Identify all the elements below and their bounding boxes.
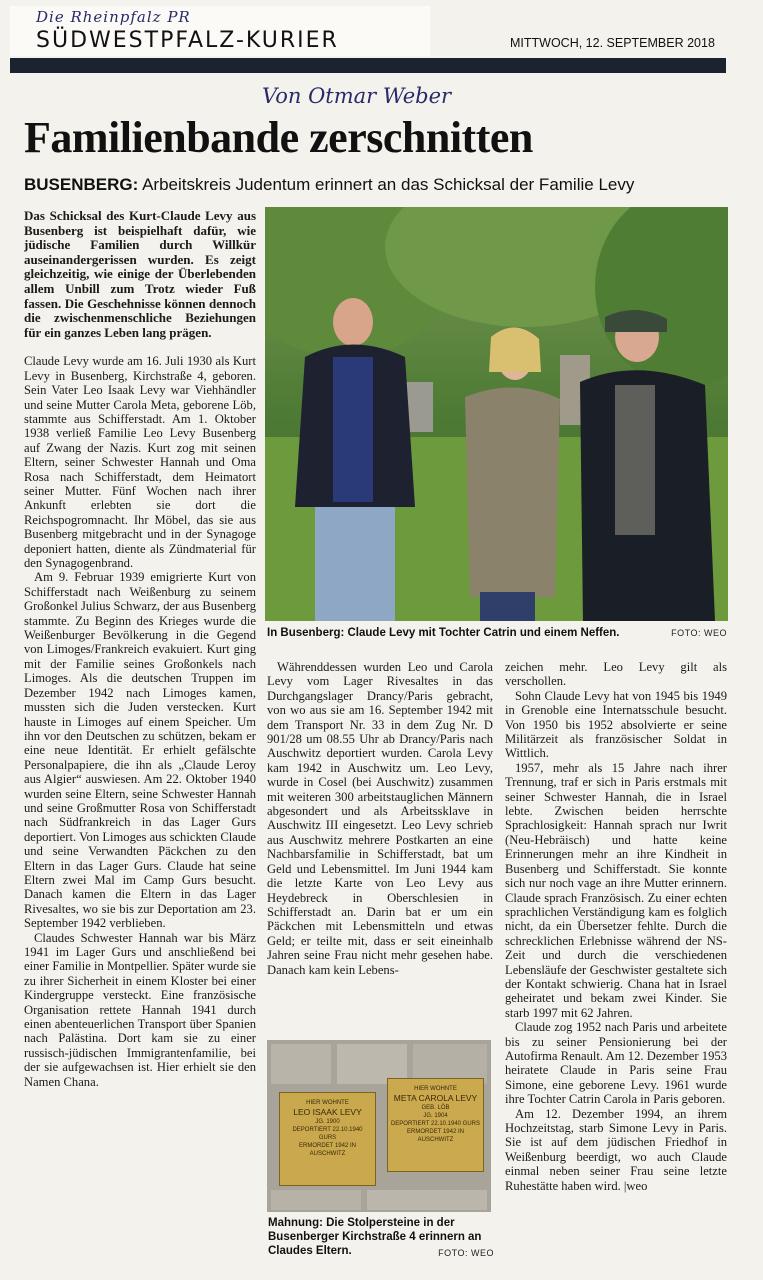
photo-caption-text: In Busenberg: Claude Levy mit Tochter Catrin und einem Neffen. xyxy=(267,627,620,639)
stolperstein-leo xyxy=(279,1092,376,1186)
stone-text: GEB. LÖB xyxy=(421,1105,450,1111)
stolperstein-meta xyxy=(387,1078,484,1172)
masthead-bar xyxy=(10,58,726,73)
paragraph: zeichen mehr. Leo Levy gilt als verschollen. xyxy=(505,660,727,689)
article-lead: Das Schicksal des Kurt-Claude Levy aus Busenberg ist beispielhaft dafür, wie jüdische Familien durch Willkür auseinandergerissen wurden. Es zeigt gleichzeitig, wie einige der Überlebenden allem Unbill zum Trotz wieder Fuß fassen. Die Geschehnisse können dennoch die zwischenmenschliche Beziehungen für ein ganzes Leben lang prägen. xyxy=(24,209,256,340)
paragraph: Am 9. Februar 1939 emigrierte Kurt von Schifferstadt nach Weißenburg zu seinem Großonkel Julius Schwarz, der aus Busenberg stammte. Zu Beginn des Krieges wurde die Weißenburger Bevölkerung in die Gegend von Limoges/Frankreich evakuiert. Kurt ging mit der Familie seines Großonkels nach Limoges. Als die deutschen Truppen im Dezember 1942 nach Limoges kamen, mussten sich die Juden verstecken. Kurt hauste in Limoges auf einem Speicher. Um ihn vor den Deutschen zu schützen, bekam er eine neue Identität. Er erhielt gefälschte Personalpapiere, die ihn als „Claude Leroy aus Algier“ auswiesen. Am 22. Oktober 1940 wurden seine Eltern, seine Schwester Hannah und seine Großmutter Rosa von Schifferstadt nach Südfrankreich in das Lager Gurs deportiert. Von Limoges aus schickten Claude und seine Verwandten Päckchen zu den Eltern in das Lager Gurs. Claude hat seine Eltern zwei Mal im Camp Gurs besucht. Danach kamen die Eltern in das Lager Rivesaltes, wo sie bis zur Deportation am 23. September 1942 verblieben. xyxy=(24,570,256,931)
stone-text: AUSCHWITZ xyxy=(417,1137,454,1143)
stone-text: AUSCHWITZ xyxy=(309,1151,346,1157)
handwritten-source-note: Die Rheinpfalz PR xyxy=(36,8,191,26)
paragraph: Claudes Schwester Hannah war bis März 1941 im Lager Gurs und anschließend bei einer Familie in Montpellier. Später wurde sie zu ihrer Sicherheit in einem Kloster bei einer Kindergruppe versteckt. Eine französische Organisation rettete Hannah 1941 durch einen abenteuerlichen Transport über Spanien nach Palästina. Dort kam sie zu einer russisch-jüdischen Immigrantenfamilie, bei der sie aufgewachsen ist. Hier erhielt sie den Namen Chana. xyxy=(24,930,256,1089)
photo2-credit: FOTO: WEO xyxy=(438,1248,494,1258)
paragraph: Claude Levy wurde am 16. Juli 1930 als Kurt Levy in Busenberg, Kirchstraße 4, geboren. Sein Vater Leo Isaak Levy war Viehhändler und seine Mutter Carola Meta, geborene Löb, stammte aus Schifferstadt. Am 1. Oktober 1938 verließ Familie Leo Levy Busenberg auf Zwang der Nazis. Kurt zog mit seinen Eltern, seiner Schwester Hannah und Oma Rosa nach Schifferstadt, dem Heimatort seiner Mutter. Fünf Wochen nach ihrer Ankunft erlebten sie dort die Reichspogromnacht. Ihr Möbel, das sie aus Busenberg mitgebracht und in der Synagoge deponiert hatten, diente als Zündmaterial für den Synagogenbrand. xyxy=(24,354,256,571)
photo2-caption-text: Mahnung: Die Stolpersteine in der Busenberger Kirchstraße 4 erinnern an Claudes Eltern. xyxy=(268,1217,482,1257)
stone-text: ERMORDET 1942 IN xyxy=(407,1129,464,1135)
article-headline: Familienbande zerschnitten xyxy=(24,113,533,162)
photo2-caption xyxy=(268,1216,494,1260)
paragraph: Währenddessen wurden Leo und Carola Levy vom Lager Rivesaltes in das Durchgangslager Drancy/Paris gebracht, von wo aus sie am 16. September 1942 mit dem Transport Nr. 33 in dem Zug Nr. D 901/28 um 08.55 Uhr ab Drancy/Paris nach Auschwitz deportiert wurden. Carola Levy kam 1942 in Auschwitz um. Leo Levy, wurde in Cosel (bei Auschwitz) zusammen mit weiteren 300 arbeitstauglichen Männern abgesondert und als Arbeitssklave in Auschwitz III eingesetzt. Leo Levy schrieb aus Auschwitz mehrere Postkarten an eine Nachbarsfamilie in Schifferstadt, bat um Geld und Lebensmittel. Im Juni 1944 kam die letzte Karte von Leo Levy aus Heydebreck in Oberschlesien in Schifferstadt an. Darin bat er um ein Päckchen mit Lebensmitteln und etwas Geld; er teilte mit, dass er seit eineinhalb Jahren seine Frau nicht mehr gesehen habe. Danach kam kein Lebens- xyxy=(267,660,493,977)
stone-name: LEO ISAAK LEVY xyxy=(293,1107,362,1117)
stone-name: META CAROLA LEVY xyxy=(393,1093,478,1103)
stone-text: HIER WOHNTE xyxy=(414,1086,457,1092)
photo-caption xyxy=(267,626,727,640)
paragraph: Claude zog 1952 nach Paris und arbeitete bis zu seiner Pensionierung bei der Autofirma Renault. Am 12. Dezember 1953 heiratete Claude in Paris seine Frau Simone, eine geborene Levy. 1961 wurde ihre Tochter Catrin Carola in Paris geboren. xyxy=(505,1020,727,1107)
photo-family-in-cemetery xyxy=(265,207,728,621)
photo-stolpersteine xyxy=(267,1040,491,1212)
photo-credit: FOTO: WEO xyxy=(671,628,727,638)
column-3 xyxy=(505,660,727,1272)
column-2 xyxy=(267,660,493,1032)
stone-text: JG. 1900 xyxy=(315,1119,340,1125)
stone-text: ERMORDET 1942 IN xyxy=(299,1143,356,1149)
photo-illustration xyxy=(265,207,728,621)
stone-text: GURS xyxy=(318,1135,337,1141)
paragraph: 1957, mehr als 15 Jahre nach ihrer Trennung, traf er sich in Paris erstmals mit seiner Schwester Hannah, die in Israel lebte. Zwischen beiden herrschte Sprachlosigkeit: Hannah sprach nur Iwrit (Neu-Hebräisch) und hatte keine Erinnerungen mehr an ihre Kindheit in Busenberg und Schifferstadt. Sie konnte sich nur noch vage an ihre Mutter erinnern. Claude sprach Französisch. Zu einer echten sprachlichen Verständigung kam es folglich nicht, da ein Übersetzer fehlte. Durch die schrecklichen Erlebnisse während der NS-Zeit und durch die verschiedenen Lebensläufe der Geschwister gestaltete sich der Kontakt schwierig. Chana hat in Israel geheiratet und bekam zwei Kinder. Sie starb 1997 mit 62 Jahren. xyxy=(505,760,727,1020)
issue-date: MITTWOCH, 12. SEPTEMBER 2018 xyxy=(510,36,715,50)
column-1 xyxy=(24,209,256,1271)
stone-text: DEPORTIERT 22.10.1940 xyxy=(292,1127,363,1133)
newspaper-title: SÜDWESTPFALZ-KURIER xyxy=(36,28,339,53)
stone-text: JG. 1904 xyxy=(423,1113,448,1119)
subhead-place: BUSENBERG: xyxy=(24,175,139,194)
paragraph: Sohn Claude Levy hat von 1945 bis 1949 in Grenoble eine Internatsschule besucht. Von 1950 bis 1952 absolvierte er seine Militärzeit als französischer Soldat in Wittlich. xyxy=(505,688,727,761)
stone-text: HIER WOHNTE xyxy=(306,1100,349,1106)
article-subhead xyxy=(24,175,634,195)
handwritten-author: Von Otmar Weber xyxy=(262,84,452,108)
subhead-text: Arbeitskreis Judentum erinnert an das Schicksal der Familie Levy xyxy=(138,175,635,194)
stone-text: DEPORTIERT 22.10.1940 GURS xyxy=(390,1121,481,1127)
paragraph: Am 12. Dezember 1994, an ihrem Hochzeitstag, starb Simone Levy in Paris. Sie ist auf dem jüdischen Friedhof in Weißenburg beerdigt, wo auch Claude einmal neben seiner Frau seine letzte Ruhestätte haben wird. |weo xyxy=(505,1106,727,1193)
